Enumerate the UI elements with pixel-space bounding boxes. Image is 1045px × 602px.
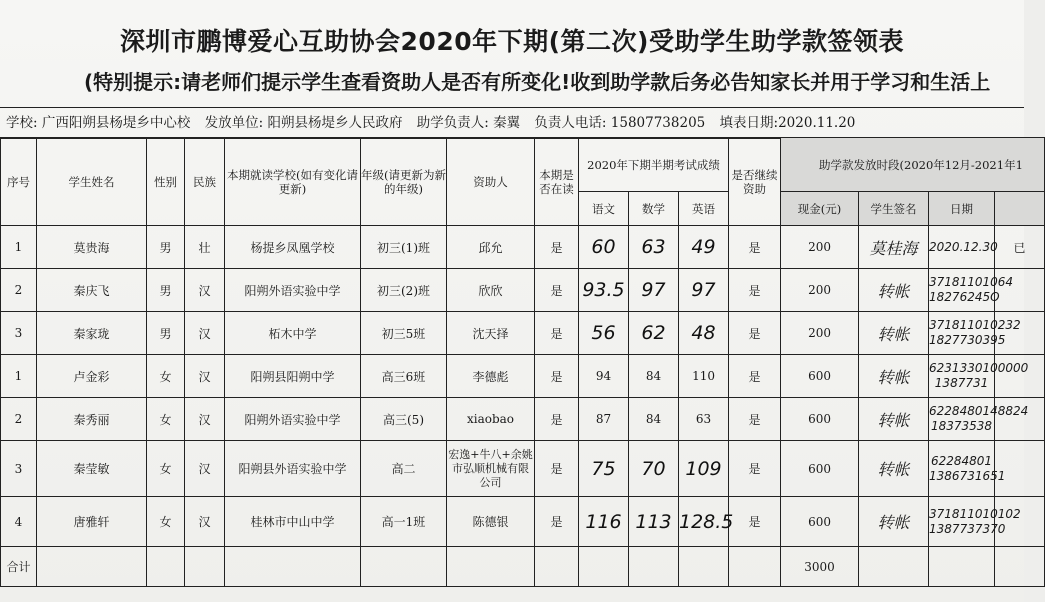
cell-english: 48	[679, 312, 729, 355]
cell-name: 秦庆飞	[37, 269, 147, 312]
cell-name: 秦家珑	[37, 312, 147, 355]
cell-grade: 高一1班	[361, 497, 447, 547]
cell-chinese: 75	[579, 441, 629, 497]
cell-date: 37181101064 18276245O	[929, 269, 995, 312]
cell-chinese: 87	[579, 398, 629, 441]
cell-cash: 200	[781, 312, 859, 355]
cell-extra: 已	[995, 226, 1045, 269]
col-gender: 性别	[147, 138, 185, 226]
cell-sponsor: 邱允	[447, 226, 535, 269]
cell-chinese: 94	[579, 355, 629, 398]
col-continue: 是否继续资助	[729, 138, 781, 226]
cell-seq: 2	[1, 398, 37, 441]
cell-enrolled: 是	[535, 226, 579, 269]
cell-gender: 男	[147, 312, 185, 355]
cell-chinese: 93.5	[579, 269, 629, 312]
cell-sponsor: 陈德银	[447, 497, 535, 547]
cell-school: 桂林市中山中学	[225, 497, 361, 547]
cell-cash: 600	[781, 355, 859, 398]
info-issuer: 发放单位: 阳朔县杨堤乡人民政府	[204, 115, 403, 131]
total-empty	[225, 547, 361, 587]
total-empty	[579, 547, 629, 587]
total-empty	[729, 547, 781, 587]
cell-ethnic: 壮	[185, 226, 225, 269]
cell-continue: 是	[729, 497, 781, 547]
col-name: 学生姓名	[37, 138, 147, 226]
cell-math: 63	[629, 226, 679, 269]
col-seq: 序号	[1, 138, 37, 226]
col-scores-group: 2020年下期半期考试成绩	[579, 138, 729, 192]
cell-cash: 600	[781, 398, 859, 441]
cell-cash: 200	[781, 226, 859, 269]
info-phone: 负责人电话: 15807738205	[534, 115, 706, 131]
cell-enrolled: 是	[535, 312, 579, 355]
cell-sponsor: xiaobao	[447, 398, 535, 441]
cell-grade: 初三5班	[361, 312, 447, 355]
cell-sponsor: 沈天择	[447, 312, 535, 355]
table-row	[1, 226, 1045, 269]
col-cash: 现金(元)	[781, 192, 859, 226]
total-row	[1, 547, 1045, 587]
cell-seq: 4	[1, 497, 37, 547]
cell-sponsor: 宏逸+牛八+余姚市弘顺机械有限公司	[447, 441, 535, 497]
table-row	[1, 441, 1045, 497]
cell-name: 莫贵海	[37, 226, 147, 269]
cell-signature: 转帐	[859, 441, 929, 497]
cell-continue: 是	[729, 398, 781, 441]
cell-english: 63	[679, 398, 729, 441]
cell-math: 70	[629, 441, 679, 497]
cell-english: 49	[679, 226, 729, 269]
cell-continue: 是	[729, 269, 781, 312]
cell-signature: 转帐	[859, 497, 929, 547]
cell-signature: 转帐	[859, 312, 929, 355]
cell-continue: 是	[729, 312, 781, 355]
cell-name: 秦秀丽	[37, 398, 147, 441]
cell-math: 62	[629, 312, 679, 355]
total-empty	[361, 547, 447, 587]
col-school: 本期就读学校(如有变化请更新)	[225, 138, 361, 226]
cell-cash: 600	[781, 441, 859, 497]
cell-date: 371811010102 1387737370	[929, 497, 995, 547]
cell-signature: 转帐	[859, 398, 929, 441]
cell-enrolled: 是	[535, 398, 579, 441]
total-empty	[37, 547, 147, 587]
cell-enrolled: 是	[535, 355, 579, 398]
col-sponsor: 资助人	[447, 138, 535, 226]
cell-gender: 女	[147, 441, 185, 497]
cell-date: 371811010232 1827730395	[929, 312, 995, 355]
cell-grade: 初三(1)班	[361, 226, 447, 269]
total-empty	[185, 547, 225, 587]
cell-english: 128.5	[679, 497, 729, 547]
col-math: 数学	[629, 192, 679, 226]
cell-ethnic: 汉	[185, 398, 225, 441]
total-empty	[929, 547, 995, 587]
cell-math: 97	[629, 269, 679, 312]
cell-grade: 初三(2)班	[361, 269, 447, 312]
cell-cash: 600	[781, 497, 859, 547]
col-pay-group: 助学款发放时段(2020年12月-2021年1	[781, 138, 1045, 192]
table-row	[1, 269, 1045, 312]
cell-continue: 是	[729, 355, 781, 398]
cell-english: 110	[679, 355, 729, 398]
total-empty	[535, 547, 579, 587]
cell-gender: 女	[147, 497, 185, 547]
cell-school: 阳朔县外语实验中学	[225, 441, 361, 497]
cell-math: 113	[629, 497, 679, 547]
cell-ethnic: 汉	[185, 269, 225, 312]
cell-chinese: 116	[579, 497, 629, 547]
cell-gender: 男	[147, 269, 185, 312]
col-chinese: 语文	[579, 192, 629, 226]
cell-school: 柘木中学	[225, 312, 361, 355]
cell-name: 秦莹敏	[37, 441, 147, 497]
table-row	[1, 355, 1045, 398]
cell-date: 2020.12.30	[929, 226, 995, 269]
total-empty	[147, 547, 185, 587]
cell-signature: 转帐	[859, 269, 929, 312]
total-empty	[859, 547, 929, 587]
cell-enrolled: 是	[535, 441, 579, 497]
cell-gender: 女	[147, 398, 185, 441]
cell-signature: 转帐	[859, 355, 929, 398]
cell-enrolled: 是	[535, 269, 579, 312]
cell-name: 唐雅轩	[37, 497, 147, 547]
cell-ethnic: 汉	[185, 441, 225, 497]
form-title: 深圳市鹏博爱心互助协会2020年下期(第二次)受助学生助学款签领表	[120, 27, 904, 56]
cell-continue: 是	[729, 226, 781, 269]
info-leader: 助学负责人: 秦翼	[416, 115, 521, 131]
cell-school: 阳朔外语实验中学	[225, 398, 361, 441]
cell-seq: 3	[1, 312, 37, 355]
cell-continue: 是	[729, 441, 781, 497]
cell-school: 阳朔县阳朔中学	[225, 355, 361, 398]
cell-gender: 男	[147, 226, 185, 269]
cell-cash: 200	[781, 269, 859, 312]
cell-seq: 3	[1, 441, 37, 497]
total-empty	[679, 547, 729, 587]
cell-ethnic: 汉	[185, 497, 225, 547]
cell-grade: 高三(5)	[361, 398, 447, 441]
col-date: 日期	[929, 192, 995, 226]
cell-name: 卢金彩	[37, 355, 147, 398]
table-row	[1, 312, 1045, 355]
total-cash: 3000	[781, 547, 859, 587]
cell-english: 109	[679, 441, 729, 497]
aid-table	[0, 137, 1045, 587]
col-signature: 学生签名	[859, 192, 929, 226]
info-school: 学校: 广西阳朔县杨堤乡中心校	[6, 115, 191, 131]
table-row	[1, 497, 1045, 547]
cell-sponsor: 李德彪	[447, 355, 535, 398]
cell-date: 6231330100000 1387731	[929, 355, 995, 398]
cell-ethnic: 汉	[185, 355, 225, 398]
cell-grade: 高三6班	[361, 355, 447, 398]
cell-chinese: 56	[579, 312, 629, 355]
info-row	[0, 107, 1024, 139]
cell-date: 62284801 1386731651	[929, 441, 995, 497]
total-empty	[629, 547, 679, 587]
cell-math: 84	[629, 355, 679, 398]
cell-gender: 女	[147, 355, 185, 398]
cell-signature: 莫桂海	[859, 226, 929, 269]
cell-school: 阳朔外语实验中学	[225, 269, 361, 312]
table-row	[1, 398, 1045, 441]
cell-math: 84	[629, 398, 679, 441]
cell-sponsor: 欣欣	[447, 269, 535, 312]
total-empty	[995, 547, 1045, 587]
special-notice: (特别提示:请老师们提示学生查看资助人是否有所变化!收到助学款后务必告知家长并用于学习和生活上	[84, 70, 991, 94]
col-extra	[995, 192, 1045, 226]
col-ethnic: 民族	[185, 138, 225, 226]
info-date: 填表日期:2020.11.20	[719, 115, 856, 131]
col-grade: 年级(请更新为新的年级)	[361, 138, 447, 226]
cell-school: 杨提乡凤凰学校	[225, 226, 361, 269]
cell-chinese: 60	[579, 226, 629, 269]
total-label: 合计	[1, 547, 37, 587]
total-empty	[447, 547, 535, 587]
cell-seq: 1	[1, 226, 37, 269]
cell-ethnic: 汉	[185, 312, 225, 355]
col-enrolled: 本期是否在读	[535, 138, 579, 226]
col-english: 英语	[679, 192, 729, 226]
cell-seq: 2	[1, 269, 37, 312]
cell-english: 97	[679, 269, 729, 312]
cell-seq: 1	[1, 355, 37, 398]
cell-date: 6228480148824 18373538	[929, 398, 995, 441]
cell-enrolled: 是	[535, 497, 579, 547]
cell-grade: 高二	[361, 441, 447, 497]
